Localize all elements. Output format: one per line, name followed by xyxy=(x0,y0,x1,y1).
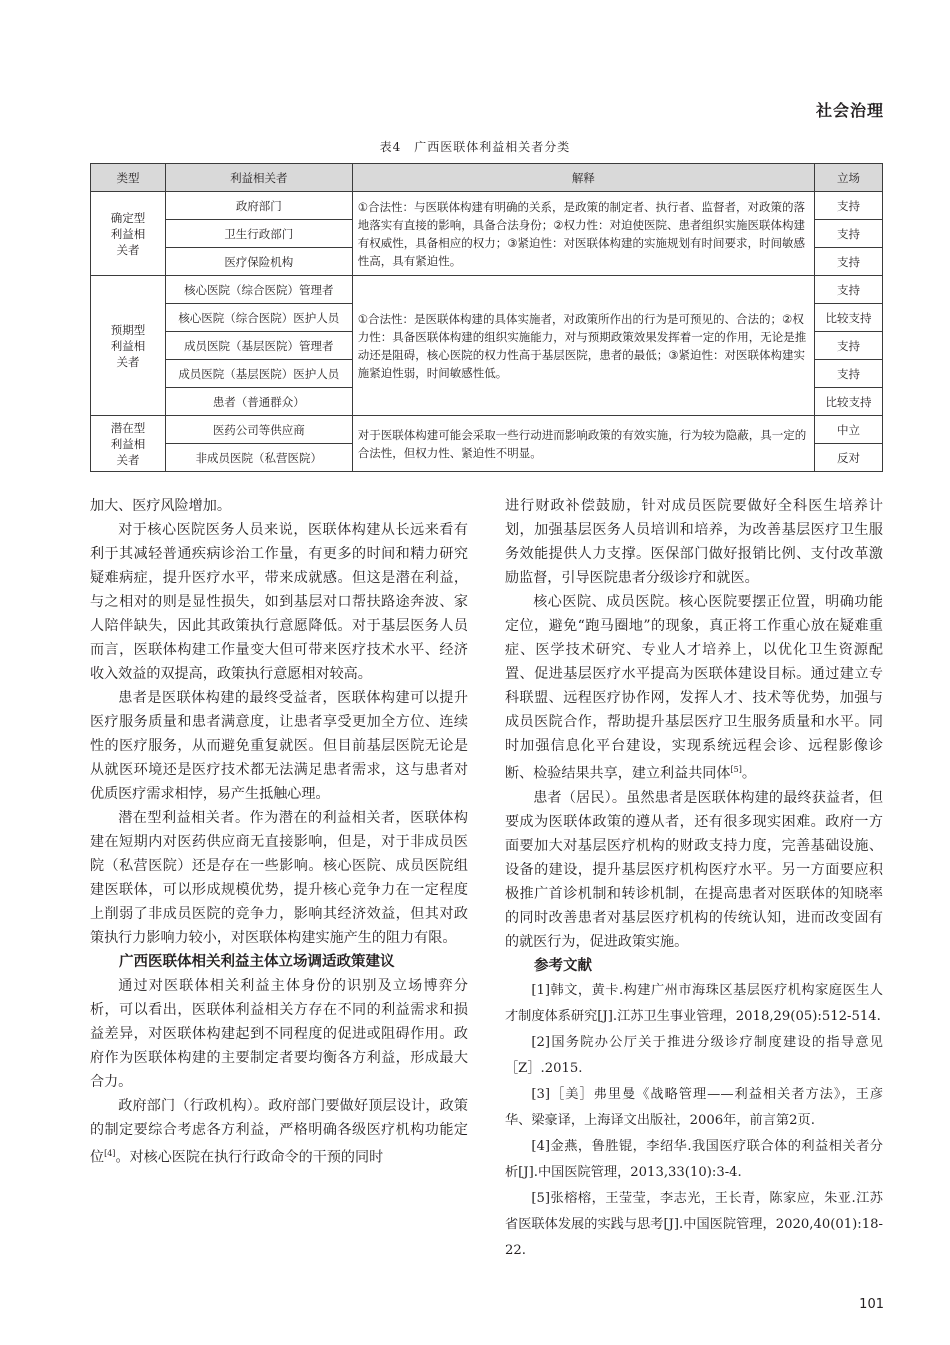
header-stance: 立场 xyxy=(815,164,883,192)
stakeholder-name: 患者（普通群众） xyxy=(165,388,352,416)
paragraph: 进行财政补偿鼓励，针对成员医院要做好全科医生培养计划，加强基层医务人员培训和培养，为改善基层医疗卫生服务效能提供人力支撑。医保部门做好报销比例、支付改革激励监督，引导医院患者分级诊疗和就医。 xyxy=(505,498,883,586)
stakeholder-name: 医疗保险机构 xyxy=(165,248,352,276)
header-stakeholder: 利益相关者 xyxy=(165,164,352,192)
header-explain: 解释 xyxy=(352,164,814,192)
header-type: 类型 xyxy=(91,164,166,192)
paragraph xyxy=(90,1094,468,1170)
stakeholder-name: 成员医院（基层医院）管理者 xyxy=(165,332,352,360)
paragraph xyxy=(505,590,883,786)
stakeholder-name: 医药公司等供应商 xyxy=(165,416,352,444)
reference-item: [1]韩文，黄卡.构建广州市海珠区基层医疗机构家庭医生人才制度体系研究[J].江苏卫生事业管理，2018,29(05):512-514. xyxy=(505,982,883,1024)
right-column xyxy=(505,494,883,1264)
paragraph: 患者（居民）。虽然患者是医联体构建的最终获益者，但要成为医联体政策的遵从者，还有很多现实困难。政府一方面要加大对基层医疗机构的财政支持力度，完善基础设施、设备的建设，提升基层医疗机构医疗水平。另一方面要应积极推广首诊机制和转诊机制，在提高患者对医联体的知晓率的同时改善患者对基层医疗机构的传统认知，进而改变固有的就医行为，促进政策实施。 xyxy=(505,789,883,950)
references-heading: 参考文献 xyxy=(534,957,592,974)
paragraph: 潜在型利益相关者。作为潜在的利益相关者，医联体构建在短期内对医药供应商无直接影响，但是，对于非成员医院（私营医院）还是存在一些影响。核心医院、成员医院组建医联体，可以形成规模优势，提升核心竞争力在一定程度上削弱了非成员医院的竞争力，影响其经济效益，但其对政策执行力影响力较小，对医联体构建实施产生的阻力有限。 xyxy=(90,810,468,946)
stakeholder-stance: 支持 xyxy=(815,220,883,248)
paragraph: 加大、医疗风险增加。 xyxy=(90,498,231,514)
stakeholder-stance: 支持 xyxy=(815,276,883,304)
group-type: 潜在型利益相关者 xyxy=(91,416,166,472)
citation-4: [4] xyxy=(104,1149,116,1158)
paragraph-text: 。 xyxy=(741,765,756,782)
left-column xyxy=(90,494,468,1170)
section-heading: 广西医联体相关利益主体立场调适政策建议 xyxy=(119,954,395,970)
table-row xyxy=(91,192,883,220)
reference-item: [3]［美］弗里曼《战略管理——利益相关者方法》，王彦华、梁豪译，上海译文出版社，2006年，前言第2页. xyxy=(505,1086,883,1128)
stakeholder-stance: 支持 xyxy=(815,192,883,220)
stakeholder-stance: 比较支持 xyxy=(815,388,883,416)
group-explain: 对于医联体构建可能会采取一些行动进而影响政策的有效实施，行为较为隐蔽，具一定的合法性，但权力性、紧迫性不明显。 xyxy=(352,416,814,472)
reference-list xyxy=(505,978,883,1264)
stakeholder-stance: 支持 xyxy=(815,360,883,388)
stakeholder-table xyxy=(90,163,883,472)
citation-5: [5] xyxy=(730,765,742,774)
stakeholder-name: 政府部门 xyxy=(165,192,352,220)
table-row xyxy=(91,416,883,444)
stakeholder-stance: 支持 xyxy=(815,332,883,360)
paragraph: 患者是医联体构建的最终受益者，医联体构建可以提升医疗服务质量和患者满意度，让患者享受更加全方位、连续性的医疗服务，从而避免重复就医。但目前基层医院无论是从就医环境还是医疗技术都无法满足患者需求，这与患者对优质医疗需求相悖，易产生抵触心理。 xyxy=(90,690,468,802)
paragraph: 通过对医联体相关利益主体身份的识别及立场博弈分析，可以看出，医联体利益相关方存在不同的利益需求和损益差异，对医联体构建起到不同程度的促进或阻碍作用。政府作为医联体构建的主要制定者要均衡各方利益，形成最大合力。 xyxy=(90,978,468,1090)
stakeholder-stance: 反对 xyxy=(815,444,883,472)
group-explain: ①合法性：与医联体构建有明确的关系，是政策的制定者、执行者、监督者，对政策的落地落实有直接的影响，具备合法身份；②权力性：对迫使医院、患者组织实施医联体构建有权威性，具备相应的权力；③紧迫性：对医联体构建的实施规划有时间要求，时间敏感性高，具有紧迫性。 xyxy=(352,192,814,276)
section-tag: 社会治理 xyxy=(815,101,884,120)
stakeholder-stance: 支持 xyxy=(815,248,883,276)
paragraph-text: 。对核心医院在执行行政命令的干预的同时 xyxy=(115,1149,384,1166)
table-row xyxy=(91,276,883,304)
stakeholder-name: 成员医院（基层医院）医护人员 xyxy=(165,360,352,388)
reference-item: [5]张榕榕，王莹莹，李志光，王长青，陈家应，朱亚.江苏省医联体发展的实践与思考[J].中国医院管理，2020,40(01):18-22. xyxy=(505,1190,883,1258)
table-caption: 表4 广西医联体利益相关者分类 xyxy=(379,140,571,154)
stakeholder-name: 卫生行政部门 xyxy=(165,220,352,248)
reference-item: [4]金燕，鲁胜锟，李绍华.我国医疗联合体的利益相关者分析[J].中国医院管理，2013,33(10):3-4. xyxy=(505,1138,883,1180)
reference-item: [2]国务院办公厅关于推进分级诊疗制度建设的指导意见［Z］.2015. xyxy=(505,1034,883,1076)
stakeholder-name: 非成员医院（私营医院） xyxy=(165,444,352,472)
stakeholder-name: 核心医院（综合医院）医护人员 xyxy=(165,304,352,332)
paragraph-text: 核心医院、成员医院。核心医院要摆正位置，明确功能定位，避免“跑马圈地”的现象，真正将工作重心放在疑难重症、医学技术研究、专业人才培养上，以优化卫生资源配置、促进基层医疗水平提高为医联体建设目标。通过建立专科联盟、远程医疗协作网，发挥人才、技术等优势，加强与成员医院合作，帮助提升基层医疗卫生服务质量和水平。同时加强信息化平台建设，实现系统远程会诊、远程影像诊断、检验结果共享，建立利益共同体 xyxy=(505,594,883,782)
stakeholder-name: 核心医院（综合医院）管理者 xyxy=(165,276,352,304)
paragraph-text: 政府部门（行政机构）。政府部门要做好顶层设计，政策的制定要综合考虑各方利益，严格明确各级医疗机构功能定位 xyxy=(90,1098,468,1166)
group-explain: ①合法性：是医联体构建的具体实施者，对政策所作出的行为是可预见的、合法的；②权力性：具备医联体构建的组织实施能力，对与预期政策效果发挥着一定的作用，无论是推动还是阻碍，核心医院的权力性高于基层医院，患者的最低；③紧迫性：对医联体构建实施紧迫性弱，时间敏感性低。 xyxy=(352,276,814,416)
group-type: 预期型利益相关者 xyxy=(91,276,166,416)
stakeholder-stance: 比较支持 xyxy=(815,304,883,332)
page-number: 101 xyxy=(859,1297,884,1312)
stakeholder-stance: 中立 xyxy=(815,416,883,444)
group-type: 确定型利益相关者 xyxy=(91,192,166,276)
table-header-row xyxy=(91,164,883,192)
paragraph: 对于核心医院医务人员来说，医联体构建从长远来看有利于其减轻普通疾病诊治工作量，有更多的时间和精力研究疑难病症，提升医疗水平，带来成就感。但这是潜在利益，与之相对的则是显性损失，如到基层对口帮扶路途奔波、家人陪伴缺失，因此其政策执行意愿降低。对于基层医务人员而言，医联体构建工作量变大但可带来医疗技术水平、经济收入效益的双提高，政策执行意愿相对较高。 xyxy=(90,522,468,682)
